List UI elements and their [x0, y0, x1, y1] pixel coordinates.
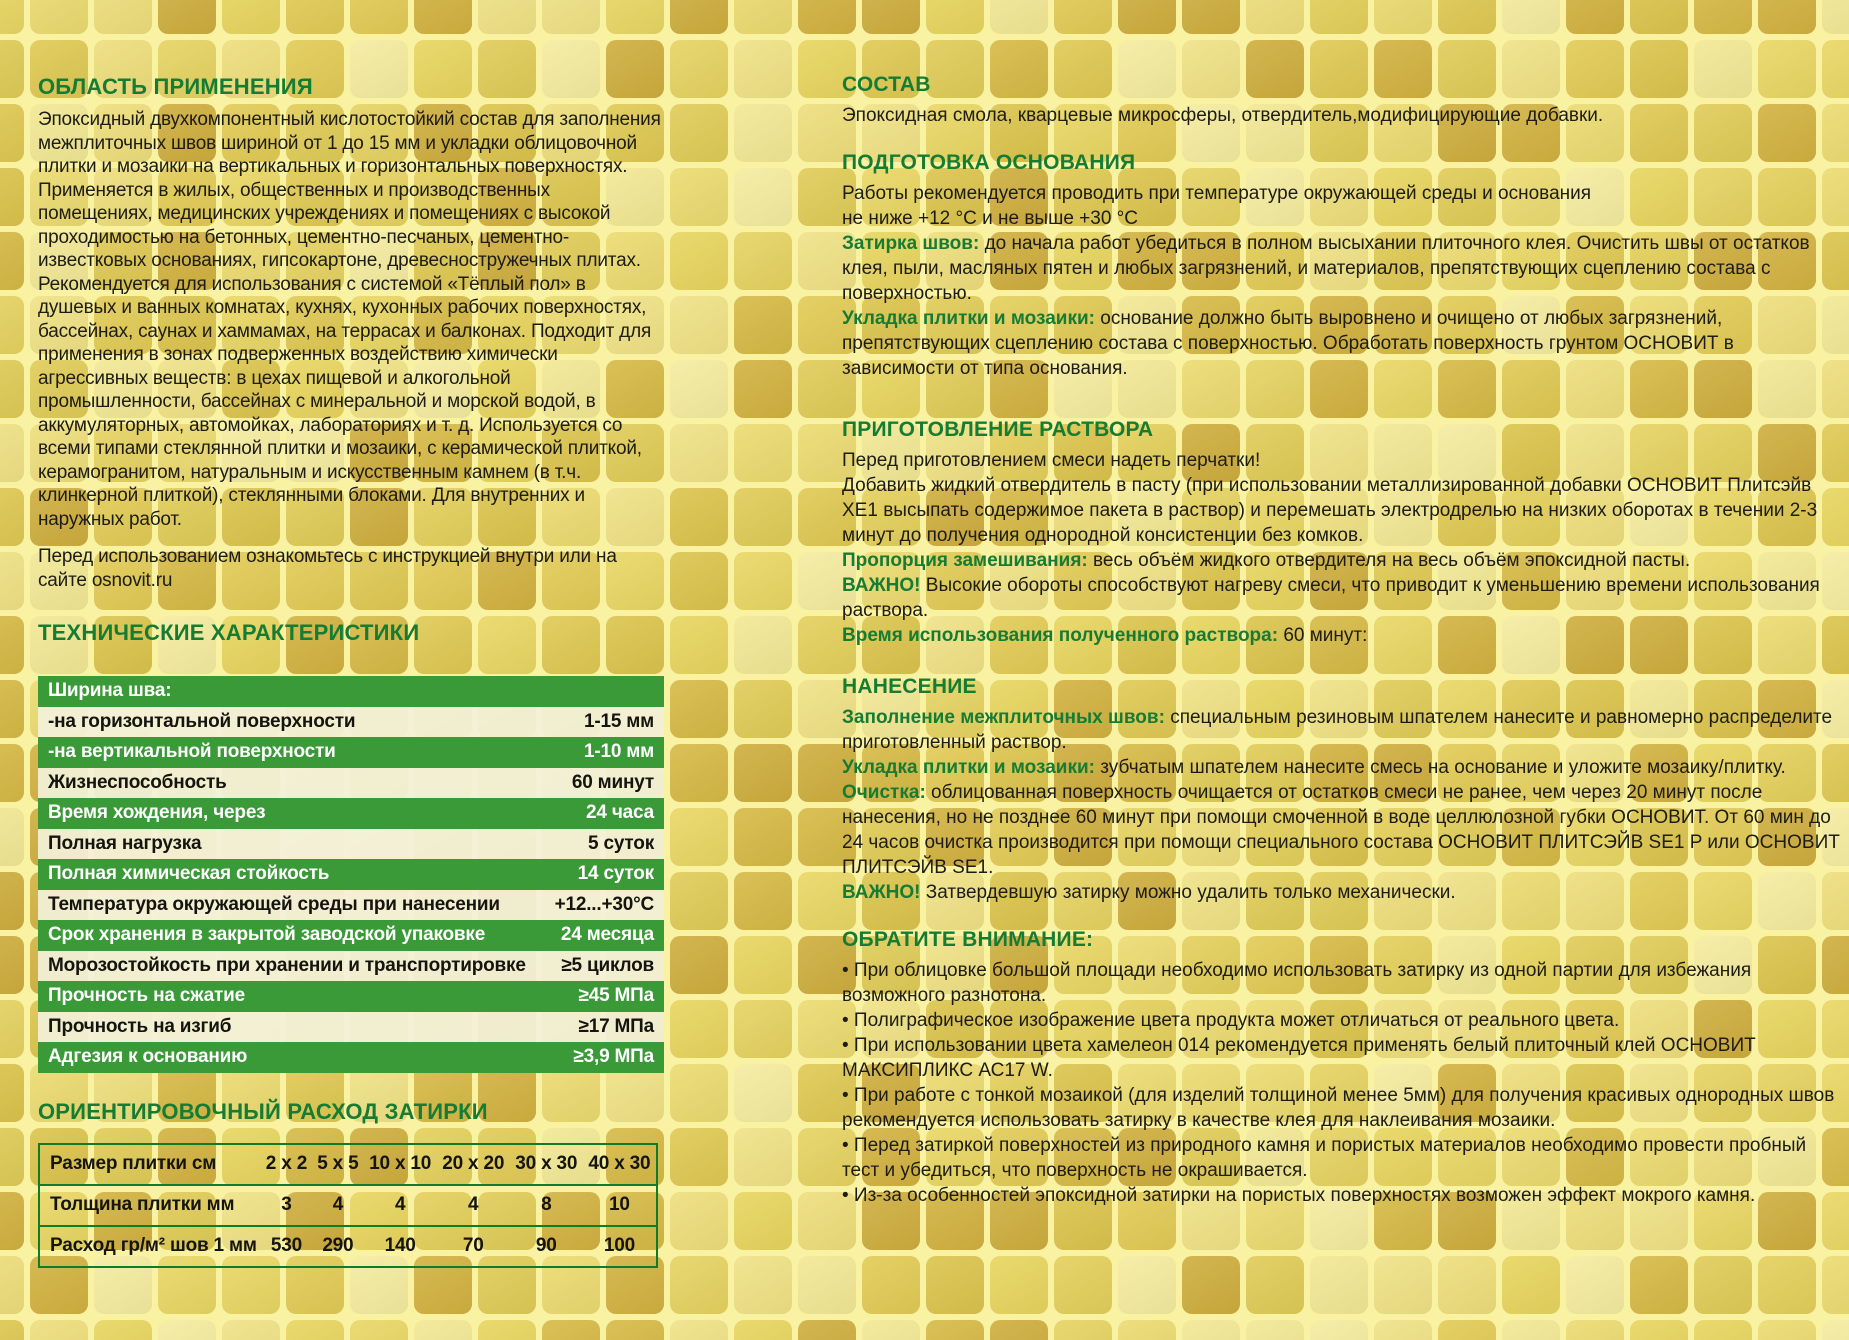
- tech-row-label: Срок хранения в закрытой заводской упаковке: [48, 924, 486, 946]
- notice-bullet-list: [842, 958, 1845, 1208]
- consumption-cell: 90: [535, 1235, 557, 1256]
- composition-body: Эпоксидная смола, кварцевые микросферы, отвердитель,модифицирующие добавки.: [842, 105, 1604, 126]
- application-method-paragraph: [842, 880, 1845, 905]
- notice-bullet: • При облицовке большой площади необходимо использовать затирку из одной партии для избежания возможного разнотона.: [842, 960, 1752, 1006]
- tech-row: [38, 890, 664, 921]
- tech-row: [38, 829, 664, 860]
- tech-row: [38, 920, 664, 951]
- tech-row-label: Полная нагрузка: [48, 832, 202, 854]
- application-method-paragraph: [842, 755, 1845, 780]
- tech-row-label: Полная химическая стойкость: [48, 863, 330, 885]
- tech-row: [38, 1042, 664, 1073]
- application-note: Перед использованием ознакомьтесь с инструкцией внутри или на сайте osnovit.ru: [38, 546, 617, 591]
- tech-row-value: ≥45 МПа: [578, 985, 654, 1007]
- application-method-section-title: НАНЕСЕНИЕ: [842, 675, 977, 698]
- consumption-cell: 290: [322, 1235, 354, 1256]
- mixing-paragraph: Добавить жидкий отвердитель в пасту (при использовании металлизированной добавки ОСНОВИТ Плитсэйв ХЕ1 высыпать содержимое пакета в раствор) и перемешать электродрелью на низких оборотах в течении 2-3 минут до получения однородной консистенции без комков.: [842, 475, 1818, 546]
- preparation-intro-line-1: Работы рекомендуется проводить при температуре окружающей среды и основания: [842, 183, 1592, 204]
- consumption-row: [39, 1144, 657, 1185]
- paragraph-text: Затвердевшую затирку можно удалить только механически.: [920, 882, 1456, 903]
- consumption-cell: 30 x 30: [515, 1153, 578, 1174]
- preparation-section-title: ПОДГОТОВКА ОСНОВАНИЯ: [842, 151, 1136, 174]
- tech-row-value: 1-10 мм: [583, 741, 654, 763]
- mixing-section-title: ПРИГОТОВЛЕНИЕ РАСТВОРА: [842, 418, 1154, 441]
- right-column: [842, 72, 1845, 1208]
- application-method-paragraph: [842, 705, 1845, 755]
- paragraph-text: Высокие обороты способствуют нагреву смеси, что приводит к уменьшению времени использования раствора.: [842, 575, 1820, 621]
- tech-section-title: ТЕХНИЧЕСКИЕ ХАРАКТЕРИСТИКИ: [38, 620, 420, 645]
- consumption-cell: 530: [270, 1235, 302, 1256]
- tech-row: [38, 859, 664, 890]
- paragraph-text: основание должно быть выровнено и очищено от любых загрязнений, препятствующих сцеплению состава с поверхностью. Обработать поверхность грунтом ОСНОВИТ в зависимости от типа основания.: [842, 308, 1734, 379]
- paragraph-text: зубчатым шпателем нанесите смесь на основание и уложите мозаику/плитку.: [1094, 757, 1786, 778]
- consumption-row-label: Расход гр/м² шов 1 мм: [50, 1235, 257, 1256]
- tech-row-label: Морозостойкость при хранении и транспортировке: [48, 954, 526, 976]
- tech-row-value: 1-15 мм: [583, 710, 654, 732]
- tech-row-value: 14 суток: [577, 863, 654, 885]
- consumption-row: [39, 1226, 657, 1267]
- paragraph-lead: ВАЖНО!: [842, 575, 921, 596]
- tech-row-value: ≥5 циклов: [561, 954, 654, 976]
- consumption-cell: 4: [468, 1194, 479, 1215]
- preparation-paragraph: [842, 231, 1845, 306]
- tech-row: [38, 951, 664, 982]
- preparation-paragraph: [842, 306, 1845, 381]
- tech-row-label: -на горизонтальной поверхности: [48, 710, 356, 732]
- tech-row-value: ≥3,9 МПа: [573, 1046, 654, 1068]
- tech-row-label: Жизнеспособность: [48, 771, 227, 793]
- consumption-cell: 3: [281, 1194, 292, 1215]
- consumption-cell: 70: [462, 1235, 484, 1256]
- application-paragraph-1: Эпоксидный двухкомпонентный кислотостойкий состав для заполнения межплиточных швов шириной от 1 до 15 мм и укладки облицовочной плитки и мозаики на вертикальных и горизонтальных поверхностях. Применяется в жилых, общественных и производственных помещениях, медицинских учреждениях и помещениях с высокой проходимостью на бетонных, цементно-песчаных, цементно-известковых основаниях, гипсокартоне, древесностружечных плитах.: [38, 109, 661, 271]
- tech-row-label: Адгезия к основанию: [48, 1046, 248, 1068]
- consumption-cell: 5 x 5: [317, 1153, 359, 1174]
- tech-row: [38, 707, 664, 738]
- paragraph-lead: Затирка швов:: [842, 233, 980, 254]
- tech-row-label: -на вертикальной поверхности: [48, 741, 336, 763]
- tech-row: [38, 676, 664, 707]
- left-column: [38, 74, 664, 1268]
- paragraph-lead: Время использования полученного раствора:: [842, 625, 1279, 646]
- tech-row-value: 24 месяца: [560, 924, 654, 946]
- preparation-intro-line-2: не ниже +12 °C и не выше +30 °C: [842, 208, 1139, 229]
- paragraph-text: специальным резиновым шпателем нанесите и равномерно распределите приготовленный раствор.: [842, 707, 1833, 753]
- tech-row-value: ≥17 МПа: [578, 1015, 654, 1037]
- mixing-paragraph: Перед приготовлением смеси надеть перчатки!: [842, 450, 1261, 471]
- application-paragraph-2: Рекомендуется для использования с системой «Тёплый пол» в душевых и ванных комнатах, кухнях, кухонных рабочих поверхностях, бассейнах, саунах и хаммамах, на террасах и балконах. Подходит для применения в зонах подверженных воздействию химически агрессивных веществ: в цехах пищевой и алкогольной промышленности, бассейнах с минеральной и морской водой, в аккумуляторных, автомойках, лабораториях и т. д. Используется со всеми типами стеклянной плитки и мозаики, с керамической плиткой, керамогранитом, натуральным и искусственным камнем (в т.ч. клинкерной плиткой), стеклянными блоками. Для внутренних и наружных работ.: [38, 273, 652, 530]
- consumption-row-label: Размер плитки см: [50, 1153, 217, 1174]
- tech-row: [38, 1012, 664, 1043]
- notice-section-title: ОБРАТИТЕ ВНИМАНИЕ:: [842, 928, 1094, 951]
- tech-row: [38, 798, 664, 829]
- consumption-cell: 4: [394, 1194, 406, 1215]
- tech-row-value: 5 суток: [588, 832, 654, 854]
- application-method-paragraph: [842, 780, 1845, 880]
- paragraph-lead: Укладка плитки и мозаики:: [842, 757, 1095, 778]
- tech-row-value: 60 минут: [571, 771, 654, 793]
- paragraph-text: облицованная поверхность очищается от остатков смеси не ранее, чем через 20 минут после нанесения, но не позднее 60 минут при помощи смоченной в воде целлюлозной губки ОСНОВИТ. От 60 мин до 24 часов очистка производится при помощи специального состава ОСНОВИТ ПЛИТСЭЙВ SE1 P или ОСНОВИТ ПЛИТСЭЙВ SE1.: [842, 782, 1840, 878]
- consumption-cell: 140: [384, 1235, 416, 1256]
- tech-row: [38, 768, 664, 799]
- paragraph-lead: Очистка:: [842, 782, 926, 803]
- paragraph-lead: Пропорция замешивания:: [842, 550, 1088, 571]
- tech-row-value: 24 часа: [586, 802, 654, 824]
- paragraph-text: 60 минут:: [1278, 625, 1368, 646]
- composition-section-title: СОСТАВ: [842, 73, 931, 96]
- consumption-cell: 4: [332, 1194, 344, 1215]
- application-section-title: ОБЛАСТЬ ПРИМЕНЕНИЯ: [38, 74, 313, 99]
- tech-row-label: Прочность на сжатие: [48, 985, 245, 1007]
- consumption-section-title: ОРИЕНТИРОВОЧНЫЙ РАСХОД ЗАТИРКИ: [38, 1098, 488, 1124]
- consumption-table: [38, 1143, 658, 1268]
- notice-bullet: • При работе с тонкой мозаикой (для изделий толщиной менее 5мм) для получения красивых однородных швов рекомендуется использовать затирку в качестве клея для наклеивания мозаики.: [842, 1085, 1835, 1131]
- consumption-cell: 8: [541, 1194, 552, 1215]
- tech-row: [38, 981, 664, 1012]
- tech-row-label: Ширина шва:: [48, 680, 172, 702]
- paragraph-lead: Заполнение межплиточных швов:: [842, 707, 1165, 728]
- consumption-row-label: Толщина плитки мм: [50, 1194, 235, 1215]
- paragraph-lead: ВАЖНО!: [842, 882, 921, 903]
- consumption-cell: 2 x 2: [265, 1153, 308, 1174]
- tech-row-label: Прочность на изгиб: [48, 1015, 232, 1037]
- mixing-paragraph: [842, 573, 1845, 623]
- mixing-paragraph: [842, 623, 1845, 648]
- notice-bullet: • Из-за особенностей эпоксидной затирки на пористых поверхностях возможен эффект мокрого камня.: [842, 1185, 1756, 1206]
- paragraph-text: до начала работ убедиться в полном высыхании плиточного клея. Очистить швы от остатков клея, пыли, масляных пятен и любых загрязнений, и материалов, препятствующих сцеплению состава с поверхностью.: [842, 233, 1810, 304]
- notice-bullet: • Перед затиркой поверхностей из природного камня и пористых материалов необходимо провести пробный тест и убедиться, что поверхность не окрашивается.: [842, 1135, 1807, 1181]
- consumption-cell: 20 x 20: [442, 1153, 505, 1174]
- mixing-paragraph: [842, 548, 1845, 573]
- consumption-cell: 10: [609, 1194, 630, 1215]
- tech-characteristics-table: [38, 676, 664, 1073]
- paragraph-lead: Укладка плитки и мозаики:: [842, 308, 1095, 329]
- paragraph-text: весь объём жидкого отвердителя на весь объём эпоксидной пасты.: [1087, 550, 1691, 571]
- notice-bullet: • Полиграфическое изображение цвета продукта может отличаться от реального цвета.: [842, 1010, 1620, 1031]
- tech-row-label: Температура окружающей среды при нанесении: [48, 893, 500, 915]
- consumption-cell: 100: [603, 1235, 635, 1256]
- consumption-cell: 40 x 30: [588, 1153, 651, 1174]
- tech-row-label: Время хождения, через: [48, 802, 266, 824]
- notice-bullet: • При использовании цвета хамелеон 014 рекомендуется применять белый плиточный клей ОСНОВИТ МАКСИПЛИКС АС17 W.: [842, 1035, 1756, 1081]
- tech-row: [38, 737, 664, 768]
- tech-row-value: +12...+30°С: [554, 893, 654, 915]
- consumption-cell: 10 x 10: [369, 1153, 432, 1174]
- consumption-row: [39, 1185, 657, 1226]
